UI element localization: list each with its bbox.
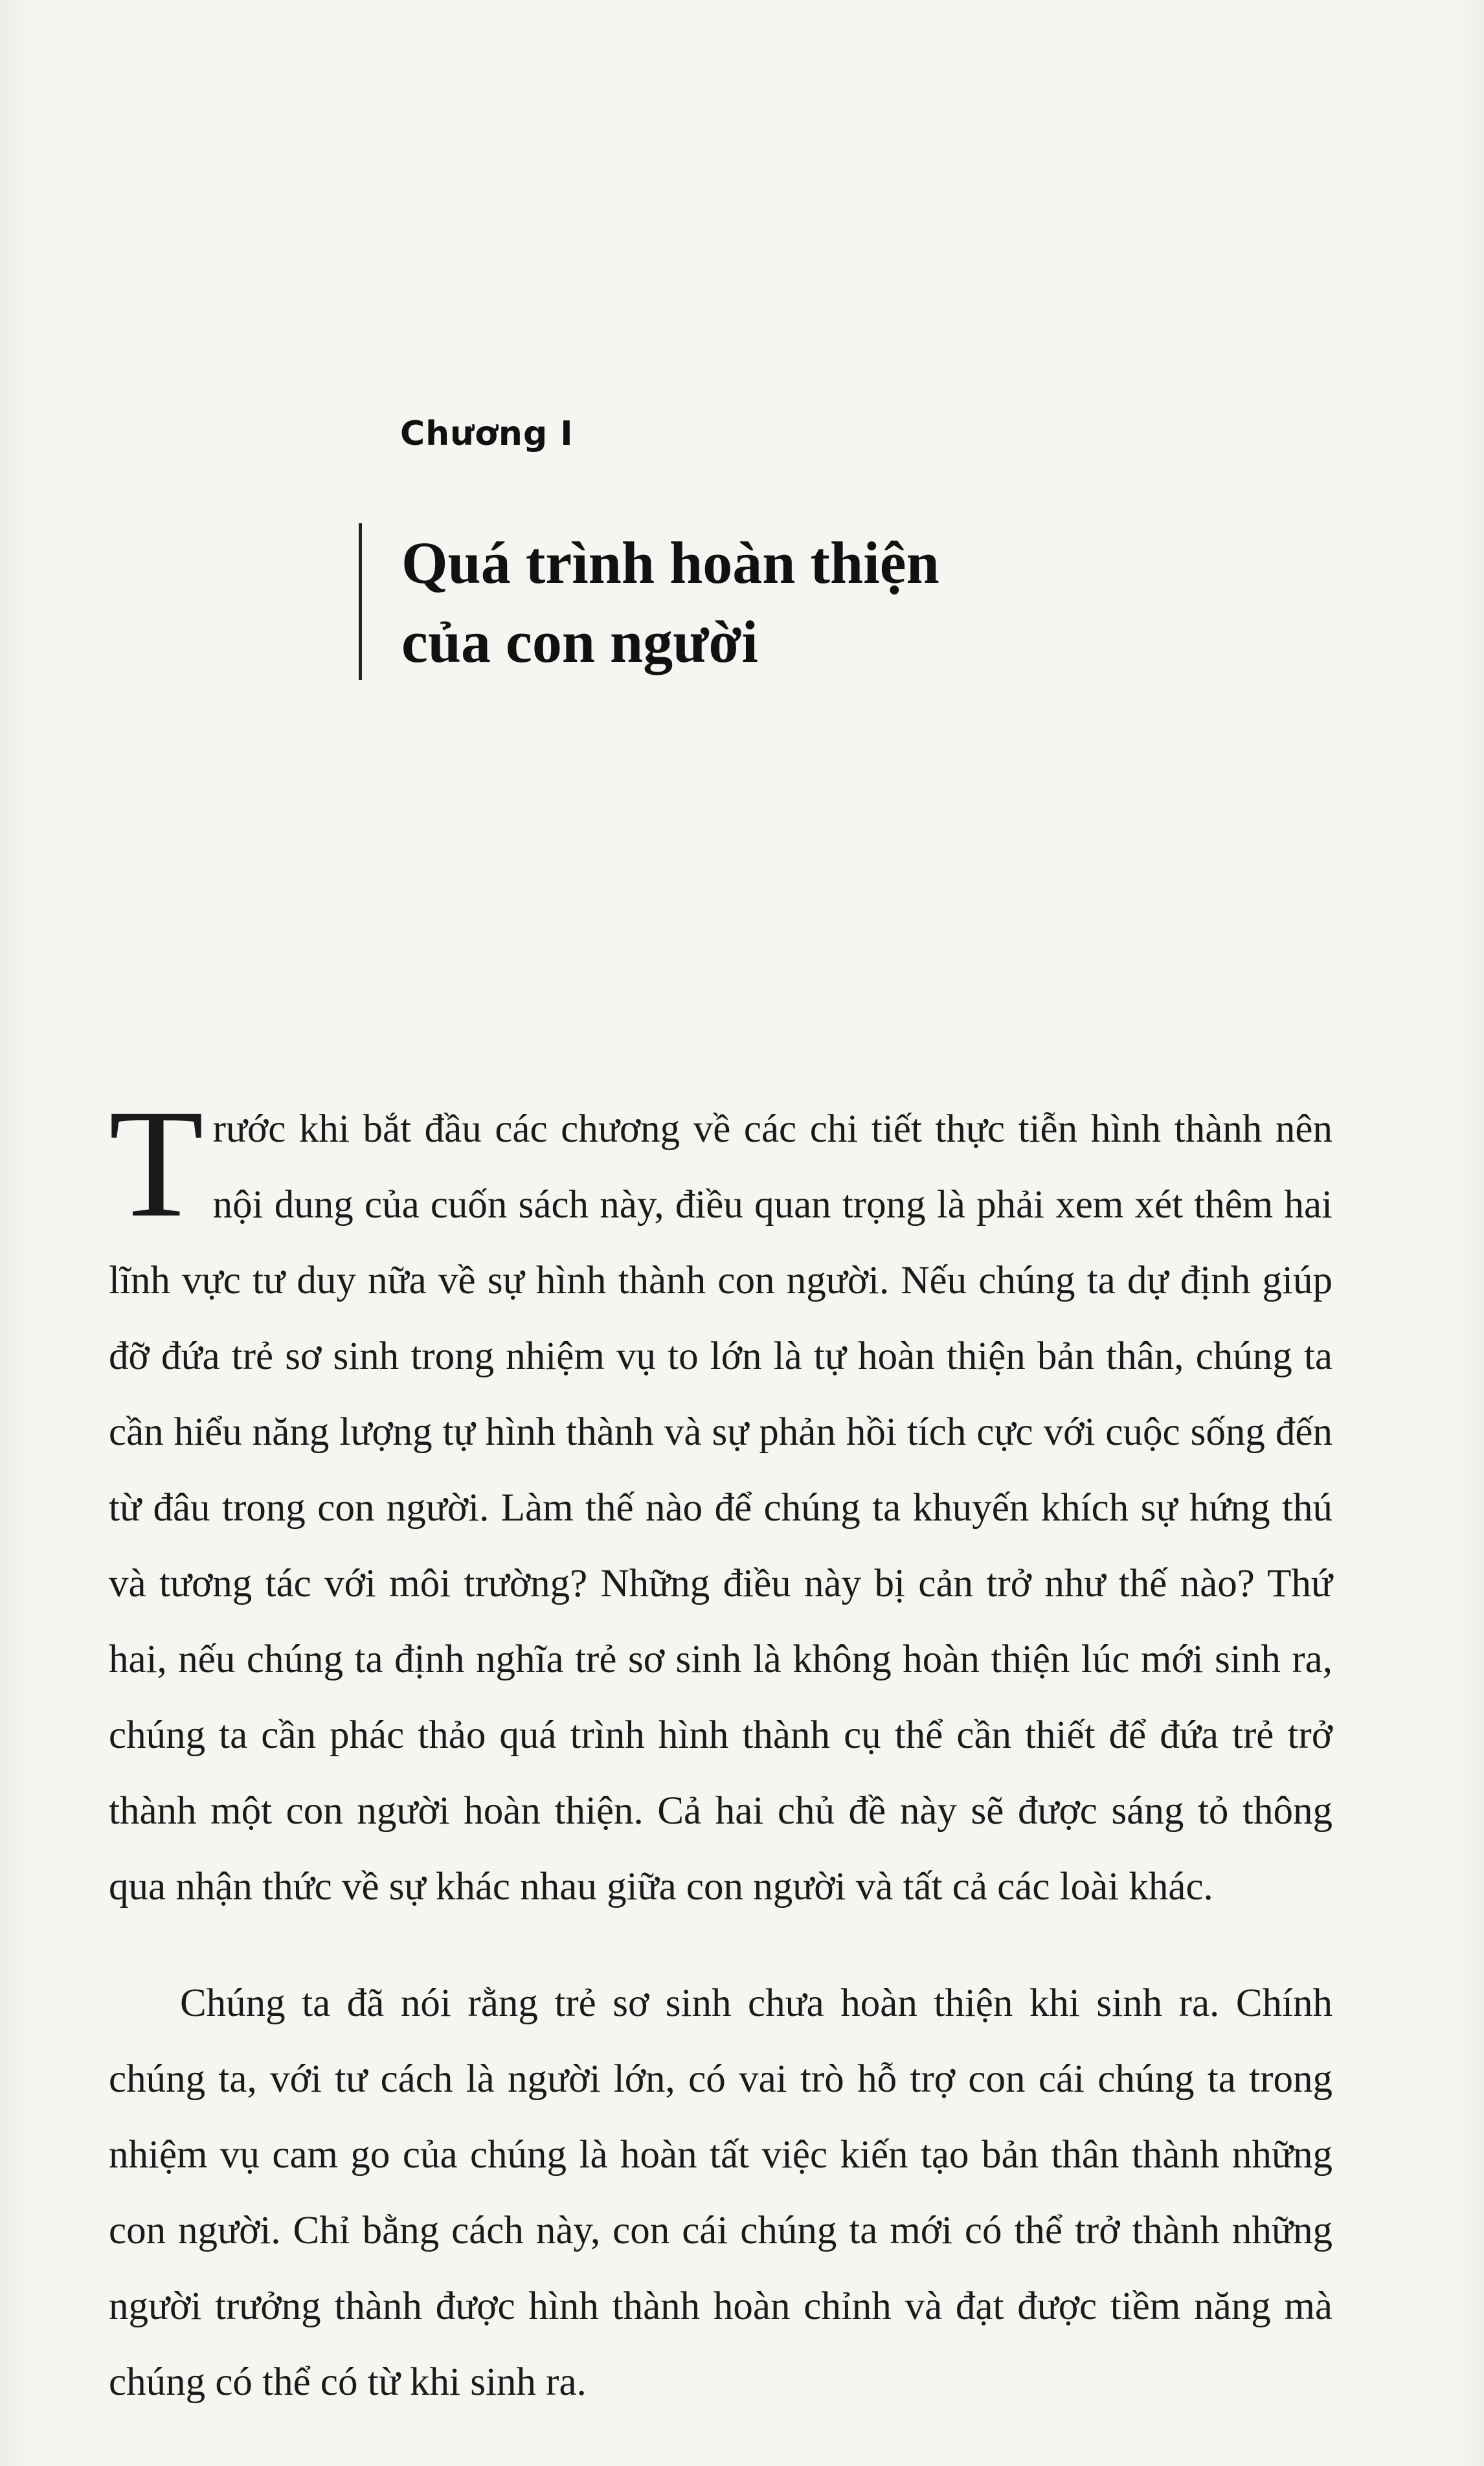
title-vertical-rule bbox=[359, 523, 362, 680]
body-paragraph-1 bbox=[109, 1077, 1332, 1925]
chapter-label: Chương I bbox=[400, 414, 574, 453]
chapter-title bbox=[401, 523, 1373, 681]
paragraph-1-text: rước khi bắt đầu các chương về các chi tiết thực tiễn hình thành nên nội dung của cuốn sách này, điều quan trọng là phải xem xét thêm hai lĩnh vực tư duy nữa về sự hình thành con người. Nếu chúng ta dự định giúp đỡ đứa trẻ sơ sinh trong nhiệm vụ to lớn là tự hoàn thiện bản thân, chúng ta cần hiểu năng lượng tự hình thành và sự phản hồi tích cực với cuộc sống đến từ đâu trong con người. Làm thế nào để chúng ta khuyến khích sự hứng thú và tương tác với môi trường? Những điều này bị cản trở như thế nào? Thứ hai, nếu chúng ta định nghĩa trẻ sơ sinh là không hoàn thiện lúc mới sinh ra, chúng ta cần phác thảo quá trình hình thành cụ thể cần thiết để đứa trẻ trở thành một con người hoàn thiện. Cả hai chủ đề này sẽ được sáng tỏ thông qua nhận thức về sự khác nhau giữa con người và tất cả các loài khác. bbox=[109, 1107, 1332, 1908]
drop-cap-letter: T bbox=[109, 1077, 204, 1249]
chapter-title-line-2: của con người bbox=[401, 609, 758, 675]
body-paragraph-2: Chúng ta đã nói rằng trẻ sơ sinh chưa hoàn thiện khi sinh ra. Chính chúng ta, với tư cách là người lớn, có vai trò hỗ trợ con cái chúng ta trong nhiệm vụ cam go của chúng là hoàn tất việc kiến tạo bản thân thành những con người. Chỉ bằng cách này, con cái chúng ta mới có thể trở thành những người trưởng thành được hình thành hoàn chỉnh và đạt được tiềm năng mà chúng có thể có từ khi sinh ra. bbox=[109, 1982, 1332, 2404]
chapter-title-line-1: Quá trình hoàn thiện bbox=[401, 530, 939, 596]
